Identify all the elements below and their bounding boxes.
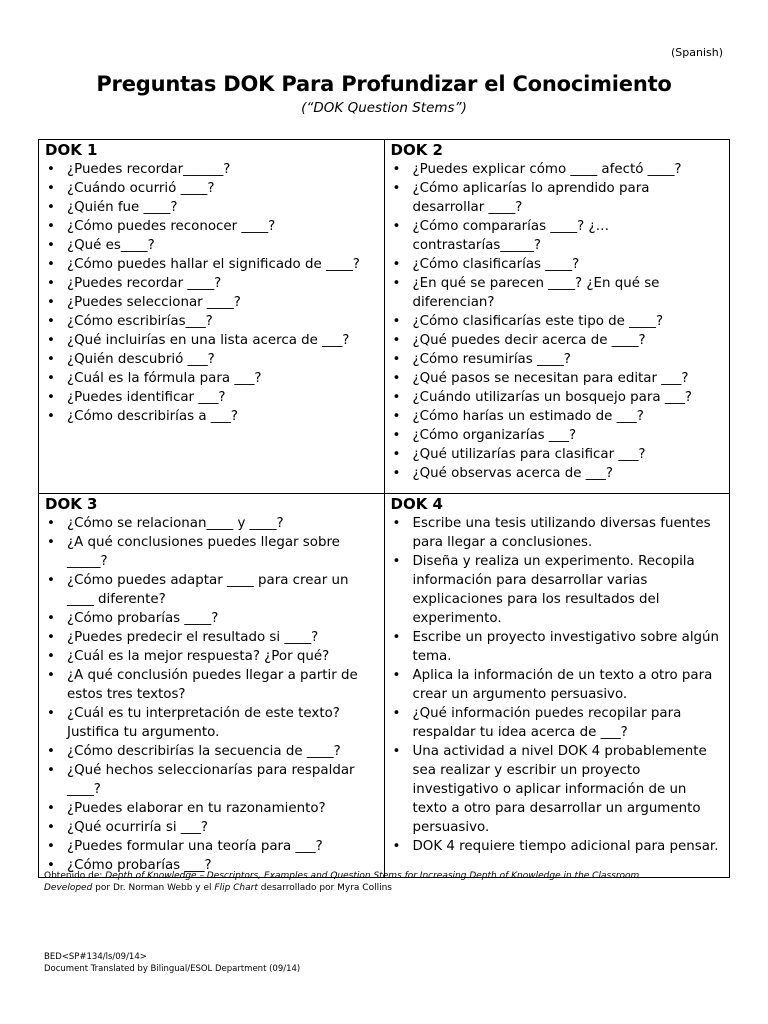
- dok-1-item: • ¿Puedes identificar ___?: [45, 388, 378, 407]
- dok-4-item: • Una actividad a nivel DOK 4 probablemente sea realizar y escribir un proyecto investigativo o aplicar información de un texto a otro para desarrollar un argumento persuasivo.: [391, 742, 724, 837]
- source-author: por Dr. Norman Webb y el: [92, 883, 215, 893]
- dok-2-heading: DOK 2: [390, 141, 443, 159]
- footer-note: Document Translated by Bilingual/ESOL Department (09/14): [44, 964, 301, 974]
- dok-2-item: • ¿Qué utilizarías para clasificar ___?: [391, 445, 724, 464]
- source-developed: Developed: [44, 883, 93, 893]
- dok-1-item: • ¿Puedes recordar ____?: [45, 274, 378, 293]
- dok-3-item: • ¿Puedes elaborar en tu razonamiento?: [45, 799, 378, 818]
- dok-2-item: • ¿Cómo resumirías ____?: [391, 350, 724, 369]
- dok-1-item: • ¿Cómo puedes hallar el significado de ____?: [45, 255, 378, 274]
- dok-1-item: • ¿Cuál es la fórmula para ___?: [45, 369, 378, 388]
- page-subtitle: (“DOK Question Stems”): [301, 100, 467, 116]
- dok-1-list: [45, 160, 378, 426]
- dok-4-item: • Aplica la información de un texto a otro para crear un argumento persuasivo.: [391, 666, 724, 704]
- dok-3-cell: [39, 494, 385, 878]
- dok-2-cell: [384, 140, 730, 494]
- dok-2-item: • ¿Qué observas acerca de ___?: [391, 464, 724, 483]
- dok-2-item: • ¿Cómo compararías ____? ¿…contrastarías_____?: [391, 217, 724, 255]
- dok-2-item: • ¿Cómo clasificarías ____?: [391, 255, 724, 274]
- dok-4-heading: DOK 4: [390, 495, 443, 513]
- dok-1-item: • ¿Qué es____?: [45, 236, 378, 255]
- dok-2-item: • ¿Cómo harías un estimado de ___?: [391, 407, 724, 426]
- dok-4-item: • Escribe una tesis utilizando diversas fuentes para llegar a conclusiones.: [391, 514, 724, 552]
- footer-code: BED<SP#134/ls/09/14>: [44, 952, 147, 962]
- dok-3-item: • ¿Puedes formular una teoría para ___?: [45, 837, 378, 856]
- dok-3-item: • ¿Cómo probarías ___?: [45, 856, 378, 875]
- dok-4-item: • Escribe un proyecto investigativo sobre algún tema.: [391, 628, 724, 666]
- dok-4-item: • Diseña y realiza un experimento. Recopila información para desarrollar varias explicaciones para los resultados del experimento.: [391, 552, 724, 628]
- dok-2-list: [391, 160, 724, 483]
- dok-3-item: • ¿Puedes predecir el resultado si ____?: [45, 628, 378, 647]
- language-label: (Spanish): [670, 46, 723, 59]
- dok-table: [38, 139, 730, 878]
- dok-2-item: • ¿Puedes explicar cómo ____ afectó ____?: [391, 160, 724, 179]
- dok-1-item: • ¿Qué incluirías en una lista acerca de ___?: [45, 331, 378, 350]
- dok-3-item: • ¿Cómo probarías ____?: [45, 609, 378, 628]
- dok-4-cell: [384, 494, 730, 878]
- dok-3-item: • ¿A qué conclusión puedes llegar a partir de estos tres textos?: [45, 666, 378, 704]
- dok-1-item: • ¿Cómo describirías a ___?: [45, 407, 378, 426]
- dok-3-item: • ¿Cuál es la mejor respuesta? ¿Por qué?: [45, 647, 378, 666]
- document-footer: [44, 951, 300, 975]
- dok-2-item: • ¿Qué puedes decir acerca de ____?: [391, 331, 724, 350]
- source-collins: desarrollado por Myra Collins: [257, 883, 392, 893]
- dok-2-item: • ¿Cómo clasificarías este tipo de ____?: [391, 312, 724, 331]
- dok-3-item: • ¿Qué ocurriría si ___?: [45, 818, 378, 837]
- dok-3-item: • ¿Qué hechos seleccionarías para respaldar ____?: [45, 761, 378, 799]
- dok-1-heading: DOK 1: [45, 141, 98, 159]
- dok-3-list: [45, 514, 378, 875]
- dok-3-item: • ¿Cómo se relacionan____ y ____?: [45, 514, 378, 533]
- dok-4-item: • DOK 4 requiere tiempo adicional para pensar.: [391, 837, 724, 856]
- dok-4-item: • ¿Qué información puedes recopilar para respaldar tu idea acerca de ___?: [391, 704, 724, 742]
- dok-3-item: • ¿Cómo puedes adaptar ____ para crear un ____ diferente?: [45, 571, 378, 609]
- dok-2-item: • ¿Cómo organizarías ___?: [391, 426, 724, 445]
- dok-1-item: • ¿Cuándo ocurrió ____?: [45, 179, 378, 198]
- source-citation: [44, 870, 744, 894]
- dok-1-item: • ¿Quién fue ____?: [45, 198, 378, 217]
- dok-2-item: • ¿Cómo aplicarías lo aprendido para desarrollar ____?: [391, 179, 724, 217]
- dok-2-item: • ¿Cuándo utilizarías un bosquejo para ___?: [391, 388, 724, 407]
- dok-4-list: [391, 514, 724, 856]
- dok-3-item: • ¿Cómo describirías la secuencia de ____?: [45, 742, 378, 761]
- dok-1-item: • ¿Quién descubrió ___?: [45, 350, 378, 369]
- dok-1-item: • ¿Puedes recordar______?: [45, 160, 378, 179]
- dok-3-item: • ¿Cuál es tu interpretación de este texto? Justifica tu argumento.: [45, 704, 378, 742]
- dok-3-item: • ¿A qué conclusiones puedes llegar sobre _____?: [45, 533, 378, 571]
- dok-1-item: • ¿Puedes seleccionar ____?: [45, 293, 378, 312]
- dok-3-heading: DOK 3: [45, 495, 98, 513]
- dok-1-item: • ¿Cómo escribirías___?: [45, 312, 378, 331]
- dok-2-item: • ¿En qué se parecen ____? ¿En qué se diferencian?: [391, 274, 724, 312]
- dok-2-item: • ¿Qué pasos se necesitan para editar ___?: [391, 369, 724, 388]
- dok-1-cell: [39, 140, 385, 494]
- source-flip-chart: Flip Chart: [214, 883, 258, 893]
- dok-1-item: • ¿Cómo puedes reconocer ____?: [45, 217, 378, 236]
- source-prefix: Obtenido de:: [44, 871, 106, 881]
- page-title: Preguntas DOK Para Profundizar el Conocimiento: [96, 72, 672, 96]
- source-work-title: Depth of Knowledge – Descriptors, Examples and Question Stems for Increasing Depth of Knowledge in the Classroom: [105, 871, 640, 881]
